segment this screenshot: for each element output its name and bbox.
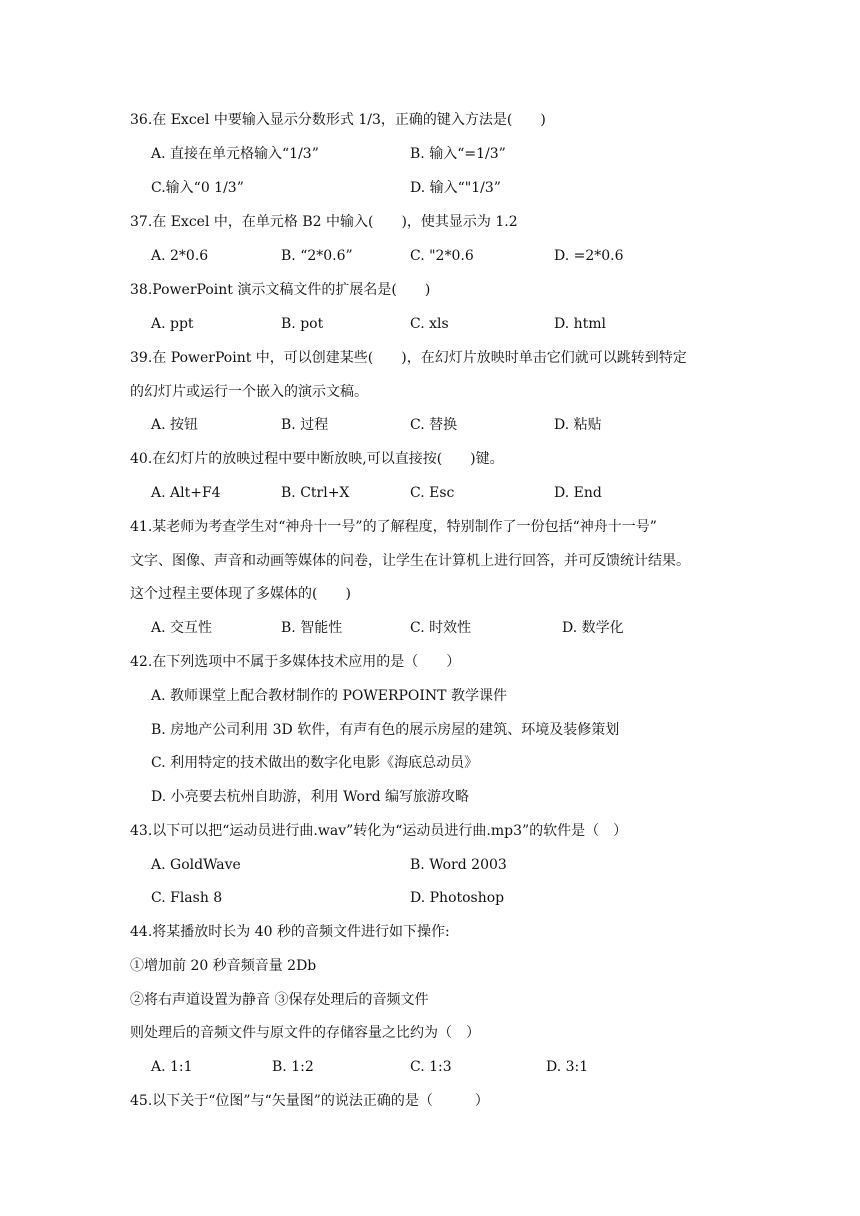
question-41-stem-line1: 41.某老师为考查学生对“神舟十一号”的了解程度，特别制作了一份包括“神舟十一号”	[130, 519, 657, 535]
question-45-stem: 45.以下关于“位图”与“矢量图”的说法正确的是（ ）	[130, 1093, 489, 1109]
question-41-stem-line3: 这个过程主要体现了多媒体的( )	[130, 586, 351, 602]
question-37-option-b: B. “2*0.6”	[281, 248, 353, 264]
question-42-stem: 42.在下列选项中不属于多媒体技术应用的是（ ）	[130, 654, 461, 670]
question-41-option-c: C. 时效性	[410, 620, 472, 636]
question-39-option-c: C. 替换	[410, 417, 458, 433]
question-44-option-d: D. 3:1	[546, 1059, 589, 1075]
question-37-option-d: D. =2*0.6	[554, 248, 624, 264]
question-39-option-a: A. 按钮	[151, 417, 199, 433]
question-40-option-b: B. Ctrl+X	[281, 485, 350, 501]
question-38-option-c: C. xls	[410, 316, 449, 332]
question-39-stem-line2: 的幻灯片或运行一个嵌入的演示文稿。	[130, 384, 368, 400]
question-44-option-a: A. 1:1	[151, 1059, 193, 1075]
question-41-stem-line2: 文字、图像、声音和动画等媒体的问卷，让学生在计算机上进行回答，并可反馈统计结果。	[130, 553, 690, 569]
question-42-option-c: C. 利用特定的技术做出的数字化电影《海底总动员》	[151, 755, 479, 771]
question-36-option-d: D. 输入“"1/3”	[410, 180, 501, 196]
question-39-stem-line1: 39.在 PowerPoint 中，可以创建某些( )，在幻灯片放映时单击它们就可以跳转到特定	[130, 350, 687, 366]
question-36-option-b: B. 输入“=1/3”	[410, 146, 506, 162]
question-40-stem: 40.在幻灯片的放映过程中要中断放映,可以直接按( )键。	[130, 451, 504, 467]
question-38-option-b: B. pot	[281, 316, 324, 332]
question-43-stem: 43.以下可以把“运动员进行曲.wav”转化为“运动员进行曲.mp3”的软件是（ ）	[130, 823, 628, 839]
question-37-option-a: A. 2*0.6	[151, 248, 209, 264]
question-40-option-d: D. End	[554, 485, 602, 501]
question-37-option-c: C. "2*0.6	[410, 248, 474, 264]
question-40-option-a: A. Alt+F4	[151, 485, 221, 501]
question-41-option-a: A. 交互性	[151, 620, 213, 636]
question-42-option-d: D. 小亮要去杭州自助游，利用 Word 编写旅游攻略	[151, 789, 470, 805]
question-36-option-a: A. 直接在单元格输入“1/3”	[151, 146, 319, 162]
question-38-option-a: A. ppt	[151, 316, 194, 332]
question-42-option-a: A. 教师课堂上配合教材制作的 POWERPOINT 教学课件	[151, 688, 507, 704]
question-39-option-b: B. 过程	[281, 417, 329, 433]
question-43-option-b: B. Word 2003	[410, 857, 507, 873]
question-44-option-b: B. 1:2	[272, 1059, 314, 1075]
question-44-stem-line1: 44.将某播放时长为 40 秒的音频文件进行如下操作:	[130, 924, 450, 940]
question-42-option-b: B. 房地产公司利用 3D 软件，有声有色的展示房屋的建筑、环境及装修策划	[151, 722, 620, 738]
question-44-stem-line4: 则处理后的音频文件与原文件的存储容量之比约为（ ）	[130, 1025, 480, 1041]
question-43-option-d: D. Photoshop	[410, 890, 505, 906]
question-36-option-c: C.输入“0 1/3”	[151, 180, 244, 196]
question-38-option-d: D. html	[554, 316, 607, 332]
question-44-step-2-3: ②将右声道设置为静音 ③保存处理后的音频文件	[130, 992, 429, 1008]
question-44-option-c: C. 1:3	[410, 1059, 452, 1075]
question-37-stem: 37.在 Excel 中，在单元格 B2 中输入( )，使其显示为 1.2	[130, 214, 518, 230]
question-41-option-d: D. 数学化	[562, 620, 624, 636]
question-38-stem: 38.PowerPoint 演示文稿文件的扩展名是( )	[130, 282, 431, 298]
question-43-option-a: A. GoldWave	[151, 857, 241, 873]
question-41-option-b: B. 智能性	[281, 620, 343, 636]
question-44-step-1: ①增加前 20 秒音频音量 2Db	[130, 958, 317, 974]
question-36-stem: 36.在 Excel 中要输入显示分数形式 1/3，正确的键入方法是( )	[130, 112, 546, 128]
question-39-option-d: D. 粘贴	[554, 417, 602, 433]
question-40-option-c: C. Esc	[410, 485, 455, 501]
question-43-option-c: C. Flash 8	[151, 890, 223, 906]
